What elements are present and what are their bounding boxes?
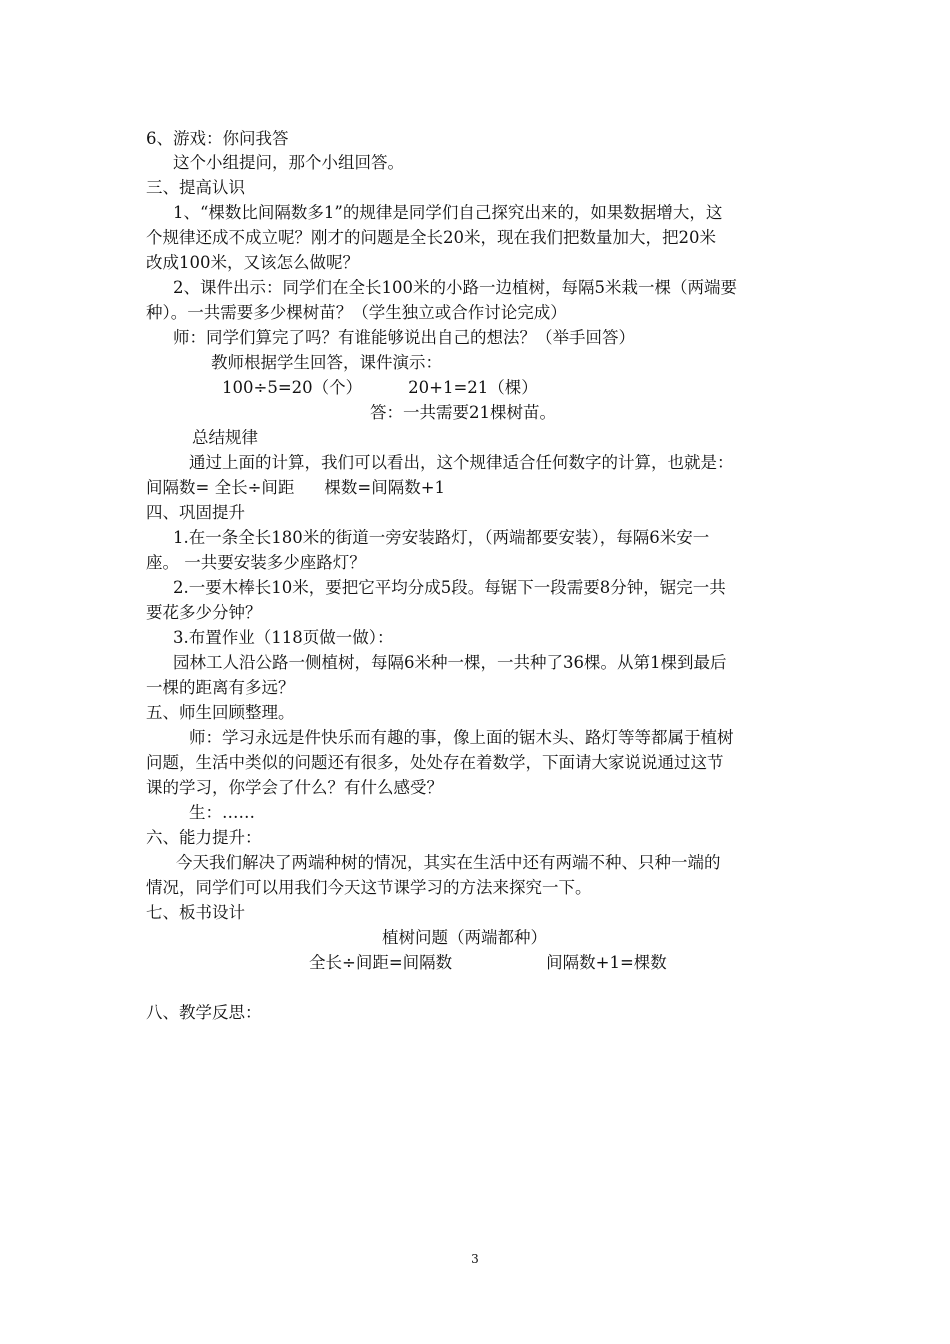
paragraph-line: 一棵的距离有多远？: [146, 678, 295, 697]
heading-section-6: 六、能力提升：: [146, 828, 262, 847]
heading-section-4: 四、巩固提升: [146, 503, 245, 522]
calculation-line: [222, 378, 538, 398]
paragraph-line: 1、“棵数比间隔数多1”的规律是同学们自己探究出来的，如果数据增大，这: [173, 203, 723, 222]
formula-line: [146, 478, 445, 498]
board-formula-count: 间隔数+1=棵数: [546, 953, 667, 972]
paragraph-line: 2、课件出示：同学们在全长100米的小路一边植树，每隔5米栽一棵（两端要: [173, 278, 737, 297]
formula-interval: 间隔数= 全长÷间距: [146, 478, 295, 497]
paragraph-line: 情况，同学们可以用我们今天这节课学习的方法来探究一下。: [146, 878, 592, 897]
page-number: 3: [471, 1252, 479, 1266]
paragraph-line: 教师根据学生回答，课件演示：: [211, 353, 442, 372]
paragraph-line: 通过上面的计算，我们可以看出，这个规律适合任何数字的计算，也就是：: [189, 453, 734, 472]
paragraph-line: 今天我们解决了两端种树的情况，其实在生活中还有两端不种、只种一端的: [176, 853, 721, 872]
paragraph-line: 改成100米，又该怎么做呢？: [146, 253, 359, 272]
heading-game: 6、游戏：你问我答: [146, 129, 289, 148]
heading-section-5: 五、师生回顾整理。: [146, 703, 295, 722]
paragraph-line: 种）。一共需要多少棵树苗？（学生独立或合作讨论完成）: [146, 303, 567, 322]
board-title: 植树问题（两端都种）: [382, 928, 547, 947]
board-formula-line: [309, 953, 667, 973]
summary-heading: 总结规律: [192, 428, 258, 447]
heading-section-8: 八、教学反思：: [146, 1003, 262, 1022]
formula-count: 棵数=间隔数+1: [324, 478, 446, 497]
heading-section-3: 三、提高认识: [146, 178, 245, 197]
paragraph-line: 要花多少分钟？: [146, 603, 262, 622]
paragraph-line: 师：同学们算完了吗？有谁能够说出自己的想法？（举手回答）: [173, 328, 635, 347]
paragraph-line: 课的学习，你学会了什么？有什么感受？: [146, 778, 443, 797]
paragraph-line: 这个小组提问，那个小组回答。: [173, 153, 404, 172]
paragraph-line: 问题，生活中类似的问题还有很多，处处存在着数学，下面请大家说说通过这节: [146, 753, 724, 772]
paragraph-line: 生：……: [189, 803, 255, 822]
paragraph-line: 园林工人沿公路一侧植树，每隔6米种一棵，一共种了36棵。从第1棵到最后: [173, 653, 727, 672]
paragraph-line: 座。 一共要安装多少座路灯？: [146, 553, 366, 572]
exercise-1: 1.在一条全长180米的街道一旁安装路灯，（两端都要安装），每隔6米安一: [173, 528, 710, 547]
paragraph-line: 师：学习永远是件快乐而有趣的事，像上面的锯木头、路灯等等都属于植树: [189, 728, 734, 747]
exercise-2: 2.一要木棒长10米，要把它平均分成5段。每锯下一段需要8分钟，锯完一共: [173, 578, 726, 597]
board-formula-interval: 全长÷间距=间隔数: [309, 953, 453, 972]
calculation-step-1: 100÷5=20（个）: [222, 378, 363, 397]
answer-line: 答：一共需要21棵树苗。: [370, 403, 556, 422]
paragraph-line: 个规律还成不成立呢？刚才的问题是全长20米，现在我们把数量加大，把20米: [146, 228, 716, 247]
calculation-step-2: 20+1=21（棵）: [408, 378, 538, 397]
exercise-3: 3.布置作业（118页做一做）：: [173, 628, 394, 647]
heading-section-7: 七、板书设计: [146, 903, 245, 922]
